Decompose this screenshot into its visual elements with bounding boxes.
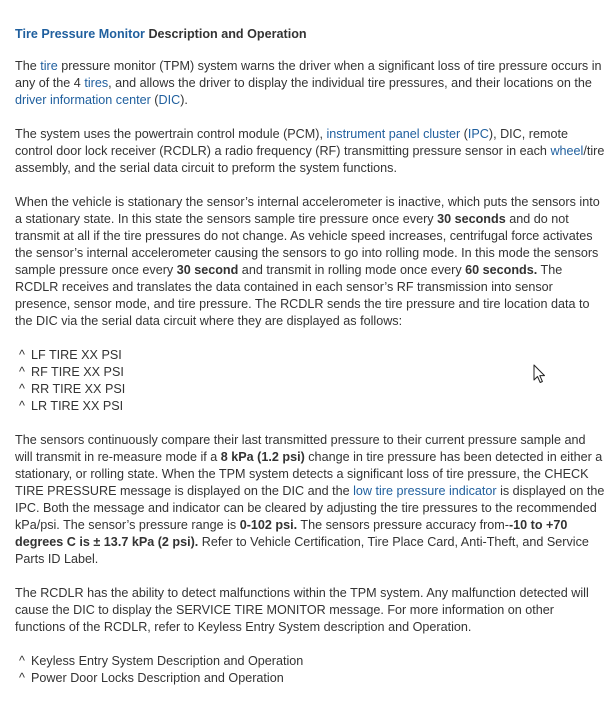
reference-list <box>15 653 605 687</box>
list-item <box>19 398 605 415</box>
caret-icon: ^ <box>19 671 25 685</box>
caret-icon: ^ <box>19 348 25 362</box>
link-tires[interactable]: tires <box>84 76 109 90</box>
bold-text: 60 seconds. <box>465 263 538 277</box>
link-tire[interactable]: tire <box>40 59 58 73</box>
list-item[interactable] <box>19 653 605 670</box>
bold-text: 30 second <box>176 263 239 277</box>
link-wheel[interactable]: wheel <box>550 144 584 158</box>
list-item-text: LF TIRE XX PSI <box>31 348 122 362</box>
article <box>15 26 605 704</box>
text: The system uses the powertrain control module (PCM), <box>15 127 327 141</box>
paragraph-remeasure <box>15 432 605 568</box>
text: is displayed on the IPC. Both the message and indicator can be cleared by adjusting the tire pressures to the recommended kPa/psi. The sensor’s pressure range is <box>15 484 605 532</box>
caret-icon: ^ <box>19 382 25 396</box>
text: The RCDLR receives and translates the data contained in each sensor’s RF transmission into sensor presence, sensor mode, and tire pressure. The RCDLR sends the tire pressure and tire location data to the DIC via the serial data circuit where they are displayed as follows: <box>15 263 590 328</box>
page-title <box>15 26 605 43</box>
list-item-text: RR TIRE XX PSI <box>31 382 126 396</box>
title-rest: Description and Operation <box>144 27 307 41</box>
text: change in tire pressure has been detected in either a stationary, or rolling state. When the TPM system detects a significant loss of tire pressure, the CHECK TIRE PRESSURE message is displayed on the DIC and the <box>15 450 603 498</box>
list-item-text: Keyless Entry System Description and Operation <box>31 654 304 668</box>
text: ). <box>180 93 188 107</box>
paragraph-intro <box>15 58 605 109</box>
text: The sensors pressure accuracy from- <box>297 518 509 532</box>
caret-icon: ^ <box>19 399 25 413</box>
text: pressure monitor (TPM) system warns the driver when a significant loss of tire pressure occurs in any of the 4 <box>15 59 602 90</box>
title-link[interactable]: Tire Pressure Monitor <box>15 27 145 41</box>
text: The <box>15 59 41 73</box>
text: The sensors continuously compare their last transmitted pressure to their current pressure sample and will transmit in re-measure mode if a <box>15 433 586 464</box>
list-item <box>19 381 605 398</box>
text: ), DIC, remote control door lock receiver (RCDLR) a radio frequency (RF) transmitting pressure sensor in each <box>15 127 568 158</box>
link-low-tire-pressure-indicator[interactable]: low tire pressure indicator <box>353 484 497 498</box>
text: ( <box>460 127 468 141</box>
list-item-text: RF TIRE XX PSI <box>31 365 124 379</box>
list-item <box>19 364 605 381</box>
list-item-text: Power Door Locks Description and Operation <box>31 671 284 685</box>
text: ( <box>150 93 159 107</box>
link-ipc[interactable]: IPC <box>467 127 489 141</box>
paragraph-system <box>15 126 605 177</box>
list-item <box>19 347 605 364</box>
paragraph-operation <box>15 194 605 330</box>
tire-pressure-list <box>15 347 605 415</box>
link-instrument-panel-cluster[interactable]: instrument panel cluster <box>326 127 461 141</box>
link-dic[interactable]: DIC <box>158 93 181 107</box>
bold-text: 30 seconds <box>437 212 506 226</box>
text: and do not transmit at all if the tire pressures do not change. As vehicle speed increases, centrifugal force activates the sensor’s internal accelerometer causing the sensors to go into rolling mode. In this mode the sensors sample pressure once every <box>15 212 599 277</box>
bold-text: 0-102 psi. <box>239 518 298 532</box>
list-item-text: LR TIRE XX PSI <box>31 399 124 413</box>
text: /tire assembly, and the serial data circuit to preform the system functions. <box>15 144 605 175</box>
text: , and allows the driver to display the individual tire pressures, and their locations on the <box>108 76 592 90</box>
caret-icon: ^ <box>19 654 25 668</box>
mouse-cursor-icon <box>533 364 547 384</box>
text: When the vehicle is stationary the sensor’s internal accelerometer is inactive, which puts the sensors into a stationary state. In this state the sensors sample tire pressure once every <box>15 195 600 226</box>
paragraph-malfunction: The RCDLR has the ability to detect malfunctions within the TPM system. Any malfunction detected will cause the DIC to display the SERVICE TIRE MONITOR message. For more information on other functions of the RCDLR, refer to Keyless Entry System description and Operation. <box>15 586 589 634</box>
caret-icon: ^ <box>19 365 25 379</box>
list-item[interactable] <box>19 670 605 687</box>
bold-text: 8 kPa (1.2 psi) <box>220 450 305 464</box>
text: Refer to Vehicle Certification, Tire Place Card, Anti-Theft, and Service Parts ID Label. <box>15 535 589 566</box>
link-driver-information-center[interactable]: driver information center <box>15 93 151 107</box>
bold-text: -10 to +70 degrees C is ± 13.7 kPa (2 psi). <box>15 518 568 549</box>
text: and transmit in rolling mode once every <box>238 263 466 277</box>
